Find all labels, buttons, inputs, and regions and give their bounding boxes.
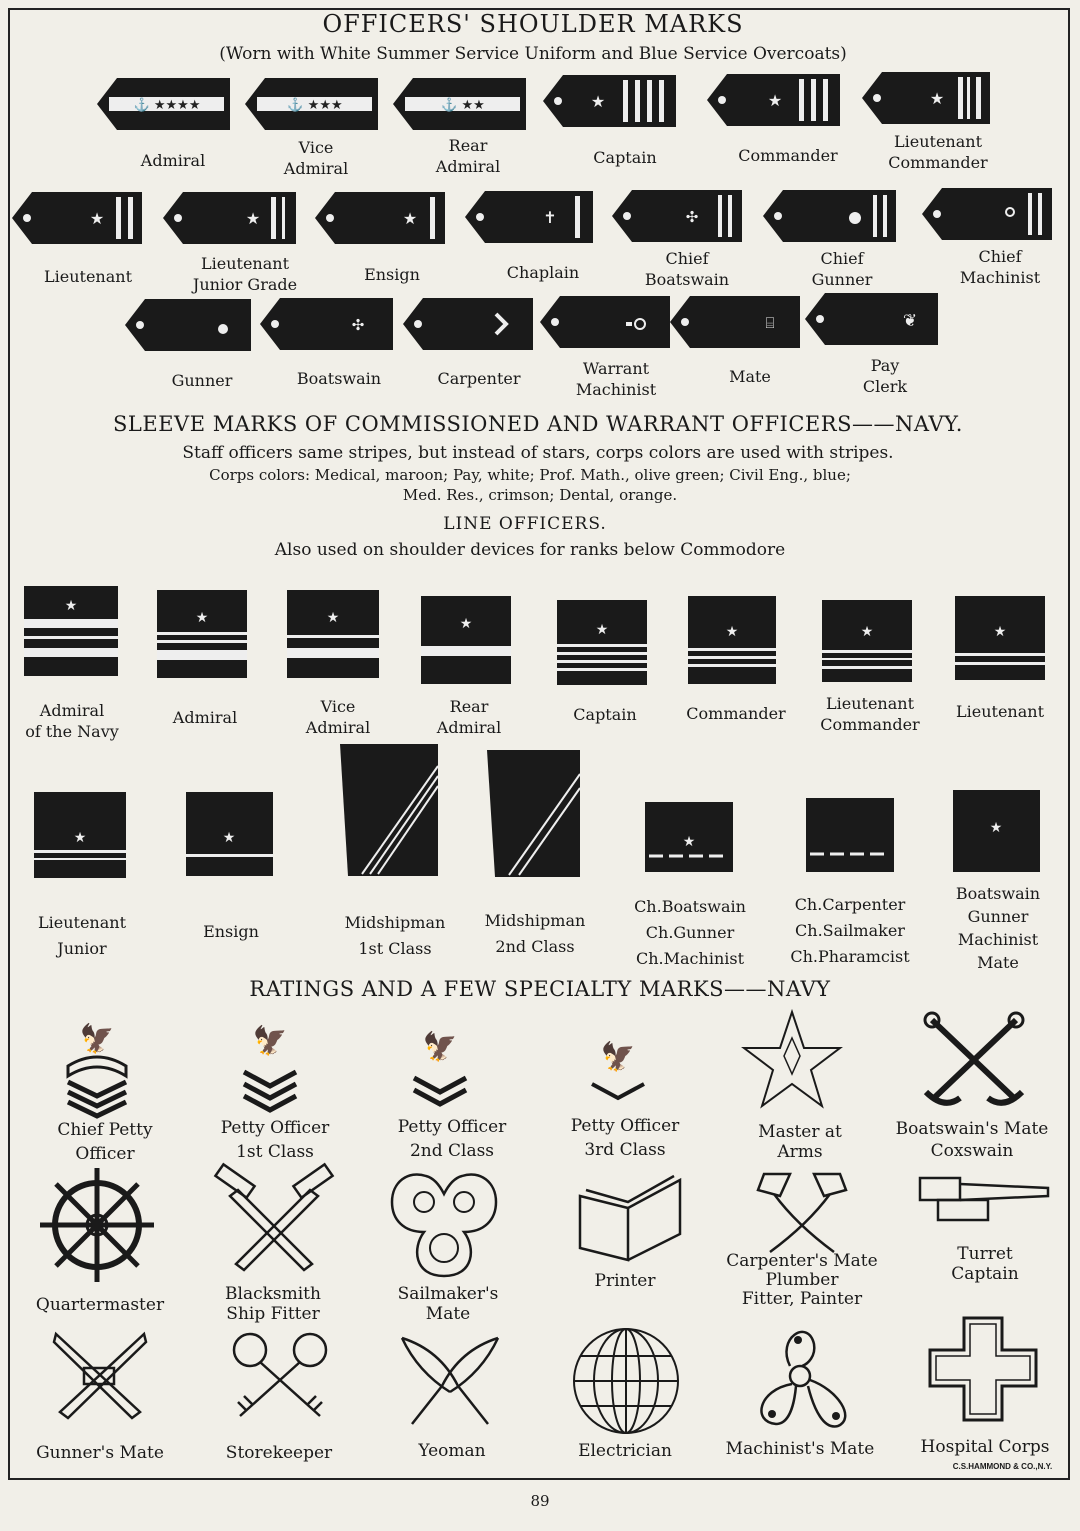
crossed-axes-icon [750,1172,854,1254]
shoulder-label-admiral: Admiral [140,151,206,170]
shoulder-mark-pay-clerk-icon [805,293,940,345]
shoulder-label-rear-admiral: Rear Admiral [435,136,501,176]
shoulder-label-vice-admiral: Vice Admiral [283,138,349,178]
svg-text:🦅: 🦅 [252,1024,288,1057]
shoulder-mark-warrant-machinist-icon [540,296,672,348]
crossed-hammers-icon [212,1166,336,1268]
sailmaker-icon [388,1168,500,1278]
svg-text:✣: ✣ [351,316,365,334]
sleeve-label-midshipman-1st-class: Midshipman 1st Class [344,913,446,958]
sleeve-mark-lieutenant-icon [955,596,1045,680]
svg-text:⌸: ⌸ [765,314,775,332]
crossed-anchors-icon [918,1006,1030,1112]
ratings-heading: RATINGS AND A FEW SPECIALTY MARKS——NAVY [249,977,831,1001]
sleeve-mark-rear-admiral-icon [421,596,511,684]
rating-label-chief-petty-officer: Chief Petty Officer [57,1120,153,1164]
petty-officer-2nd-class-icon [410,1026,470,1110]
rating-label-hospital-corps: Hospital Corps [920,1437,1050,1457]
shoulder-mark-vice-admiral-icon [245,78,380,130]
shoulder-label-pay-clerk: Pay Clerk [862,356,908,396]
sleeve-label-captain: Captain [573,705,637,724]
sleeve-label-lieutenant-commander: Lieutenant Commander [820,694,920,734]
shoulder-mark-lieutenant-junior-grade-icon [163,192,298,244]
shoulder-label-lieutenant-junior-grade: Lieutenant Junior Grade [192,254,298,294]
page-title: OFFICERS' SHOULDER MARKS [322,10,744,38]
star-icon [742,1008,842,1112]
shoulder-label-chaplain: Chaplain [506,263,580,282]
sleeve-mark-ensign-icon [186,792,273,876]
shoulder-label-ensign: Ensign [364,265,420,284]
svg-text:★: ★ [682,834,696,850]
shoulder-label-chief-boatswain: Chief Boatswain [644,249,730,289]
rating-label-turret-captain: Turret Captain [951,1244,1019,1284]
line-officers-note: Also used on shoulder devices for ranks below Commodore [274,540,786,560]
svg-text:★: ★ [929,89,945,108]
crossed-quills-icon [400,1336,500,1428]
rating-label-petty-officer-3rd: Petty Officer 3rd Class [570,1116,680,1160]
sleeve-mark-warrant-icon [953,790,1040,872]
sleeve-note-2: Corps colors: Medical, maroon; Pay, white; Prof. Math., olive green; Civil Eng., blue; [209,466,851,484]
sleeve-mark-chief-warrant-staff-icon [806,798,894,872]
svg-text:★: ★ [195,610,209,626]
rating-label-blacksmith: Blacksmith Ship Fitter [225,1284,321,1324]
rating-label-yeoman: Yeoman [418,1441,486,1461]
rating-label-sailmakers-mate: Sailmaker's Mate [397,1284,499,1324]
svg-text:★: ★ [590,92,606,111]
sleeve-label-rear-admiral: Rear Admiral [436,697,502,737]
shoulder-mark-lieutenant-commander-icon [862,72,992,124]
shoulder-mark-ensign-icon [315,192,447,244]
svg-text:🦅: 🦅 [79,1022,115,1055]
shoulder-mark-captain-icon [543,75,678,127]
svg-text:✣: ✣ [685,208,699,226]
petty-officer-3rd-class-icon [588,1036,648,1108]
shoulder-label-chief-machinist: Chief Machinist [959,247,1041,287]
shoulder-label-captain: Captain [593,148,657,167]
sleeve-note-3: Med. Res., crimson; Dental, orange. [402,486,678,504]
rating-label-petty-officer-2nd: Petty Officer 2nd Class [397,1117,507,1161]
sleeve-label-vice-admiral: Vice Admiral [305,697,371,737]
red-cross-icon [928,1316,1038,1422]
sleeve-mark-chief-warrant-icon [645,802,733,872]
shoulder-mark-admiral-icon [97,78,232,130]
sleeve-label-midshipman-2nd-class: Midshipman 2nd Class [484,911,586,956]
svg-text:★: ★ [326,610,340,626]
svg-text:🦅: 🦅 [422,1030,458,1063]
line-officers-heading: LINE OFFICERS. [443,514,607,534]
shoulder-mark-commander-icon [707,74,842,126]
sleeve-heading: SLEEVE MARKS OF COMMISSIONED AND WARRANT OFFICERS——NAVY. [113,412,963,436]
svg-text:★: ★ [595,622,609,638]
rating-label-quartermaster: Quartermaster [35,1295,165,1315]
shoulder-mark-lieutenant-icon [12,192,144,244]
rating-label-storekeeper: Storekeeper [225,1443,333,1463]
svg-text:★: ★ [989,820,1003,836]
petty-officer-1st-class-icon [240,1020,300,1110]
shoulder-mark-gunner-icon [125,299,253,351]
shoulder-label-gunner: Gunner [171,371,233,390]
crossed-keys-icon [228,1330,332,1422]
sleeve-mark-lieutenant-junior-icon [34,792,126,878]
svg-text:★: ★ [402,209,418,228]
sleeve-mark-captain-icon [557,600,647,685]
shoulder-mark-rear-admiral-icon [393,78,528,130]
sleeve-mark-commander-icon [688,596,776,684]
sleeve-mark-midshipman-2nd-class-icon [487,750,580,877]
svg-text:★: ★ [993,624,1007,640]
svg-text:🦅: 🦅 [600,1040,636,1073]
crossed-cannons-icon [52,1330,148,1420]
svg-text:❦: ❦ [902,311,918,331]
sleeve-mark-vice-admiral-icon [287,590,379,678]
svg-text:★: ★ [245,209,261,228]
rating-label-gunners-mate: Gunner's Mate [36,1443,164,1463]
svg-text:⚓ ★★: ⚓ ★★ [441,98,485,113]
propeller-icon [738,1318,862,1434]
ships-wheel-icon [38,1166,156,1284]
svg-text:★: ★ [725,624,739,640]
page-subtitle: (Worn with White Summer Service Uniform and Blue Service Overcoats) [219,44,847,64]
svg-text:★: ★ [860,624,874,640]
sleeve-label-admiral-of-the-navy: Admiral of the Navy [25,701,119,741]
sleeve-label-admiral: Admiral [172,708,238,727]
sleeve-label-commander: Commander [686,704,786,723]
svg-text:★: ★ [89,209,105,228]
rating-label-boatswains-mate: Boatswain's Mate Coxswain [895,1119,1049,1161]
shoulder-label-mate: Mate [729,367,771,386]
shoulder-label-carpenter: Carpenter [437,369,521,388]
svg-text:⚓ ★★★★: ⚓ ★★★★ [133,98,201,113]
shoulder-mark-carpenter-icon [403,298,535,350]
sleeve-note-1: Staff officers same stripes, but instead of stars, corps colors are used with stripes. [182,443,894,463]
rating-label-master-at-arms: Master at Arms [758,1122,842,1162]
svg-text:★: ★ [64,598,78,614]
svg-text:★: ★ [459,616,473,632]
svg-text:✝: ✝ [543,208,557,227]
shoulder-label-lieutenant-commander: Lieutenant Commander [888,132,988,172]
shoulder-mark-boatswain-icon [260,298,395,350]
sleeve-label-lieutenant: Lieutenant [956,702,1044,721]
shoulder-mark-chief-machinist-icon [922,188,1054,240]
rating-label-carpenters-mate: Carpenter's Mate Plumber Fitter, Painter [726,1251,878,1309]
sleeve-mark-midshipman-1st-class-icon [340,744,438,876]
shoulder-label-chief-gunner: Chief Gunner [811,249,873,289]
shoulder-mark-chaplain-icon [465,191,595,243]
page-number: 89 [530,1492,550,1510]
sleeve-label-lieutenant-junior: Lieutenant Junior [38,913,126,958]
shoulder-label-lieutenant: Lieutenant [44,267,132,286]
shoulder-label-warrant-machinist: Warrant Machinist [575,359,657,399]
shoulder-mark-chief-boatswain-icon [612,190,744,242]
svg-text:★: ★ [73,830,87,846]
shoulder-mark-chief-gunner-icon [763,190,898,242]
svg-text:★: ★ [767,91,783,110]
chief-petty-officer-icon [64,1018,130,1114]
shoulder-mark-mate-icon [670,296,802,348]
globe-icon [570,1326,682,1436]
rating-label-petty-officer-1st: Petty Officer 1st Class [220,1118,330,1162]
svg-text:★: ★ [222,830,236,846]
rating-label-electrician: Electrician [578,1441,672,1461]
turret-gun-icon [918,1176,1054,1232]
sleeve-mark-lieutenant-commander-icon [822,600,912,682]
svg-text:⚓ ★★★: ⚓ ★★★ [287,98,343,113]
shoulder-label-boatswain: Boatswain [296,369,382,388]
shoulder-label-commander: Commander [738,146,838,165]
rating-label-printer: Printer [594,1271,656,1291]
sleeve-label-warrant: Boatswain Gunner Machinist Mate [955,884,1041,972]
sleeve-label-chief-warrant-a: Ch.Boatswain Ch.Gunner Ch.Machinist [634,897,746,968]
rating-label-machinists-mate: Machinist's Mate [725,1439,875,1459]
sleeve-mark-admiral-of-the-navy-icon [24,586,118,676]
sleeve-label-chief-warrant-b: Ch.Carpenter Ch.Sailmaker Ch.Pharamcist [790,895,910,966]
publisher-credit: C.S.HAMMOND & CO.,N.Y. [952,1462,1053,1471]
sleeve-mark-admiral-icon [157,590,247,678]
sleeve-label-ensign: Ensign [203,922,259,941]
open-book-icon [578,1176,682,1262]
